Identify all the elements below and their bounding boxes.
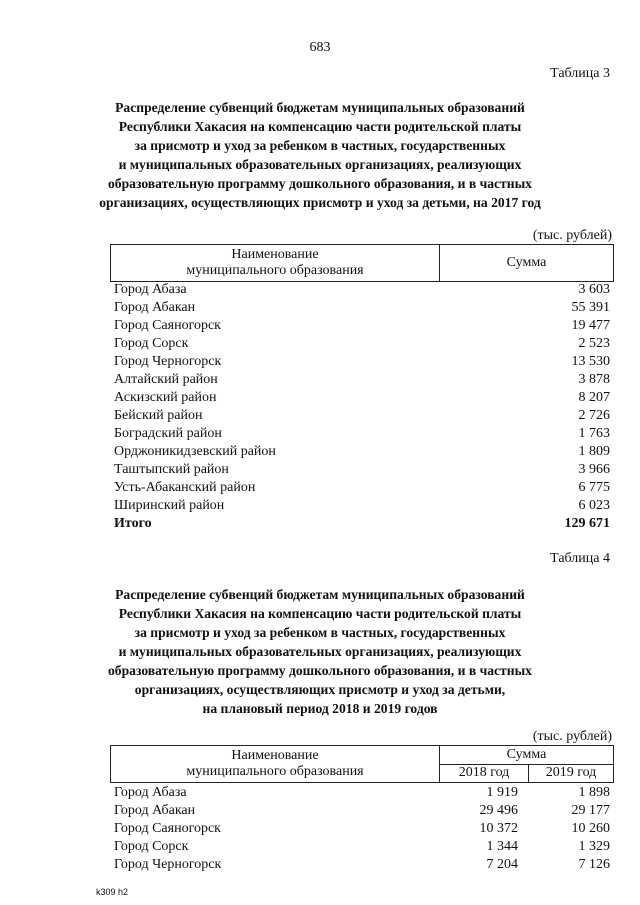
table3-title-line: Распределение субвенций бюджетам муниципальных образований <box>115 100 525 115</box>
table-row: Боградский район 1 763 <box>114 426 610 441</box>
table-row: Город Черногорск 7 204 7 126 <box>114 857 610 872</box>
table-row: Аскизский район 8 207 <box>114 390 610 405</box>
table4-title-line: на плановый период 2018 и 2019 годов <box>202 701 438 716</box>
table3-units: (тыс. рублей) <box>532 228 612 243</box>
table-row: Город Сорск 2 523 <box>114 336 610 351</box>
table3-label: Таблица 3 <box>550 66 610 81</box>
table3-title-line: организациях, осуществляющих присмотр и уход за детьми, на 2017 год <box>99 195 541 210</box>
table3-title-line: за присмотр и уход за ребенком в частных, государственных <box>134 138 506 153</box>
table4-units: (тыс. рублей) <box>532 729 612 744</box>
table-row: Бейский район 2 726 <box>114 408 610 423</box>
table4-body <box>110 784 614 874</box>
table-total-row: Итого 129 671 <box>114 516 610 531</box>
table-row: Усть-Абаканский район 6 775 <box>114 480 610 495</box>
table4-label: Таблица 4 <box>550 551 610 566</box>
table4-header <box>110 745 614 783</box>
table3-title-line: образовательную программу дошкольного образования, и в частных <box>108 176 532 191</box>
table-row: Город Абакан 55 391 <box>114 300 610 315</box>
table-row: Город Саяногорск 10 372 10 260 <box>114 821 610 836</box>
table-row: Ширинский район 6 023 <box>114 498 610 513</box>
table-row: Алтайский район 3 878 <box>114 372 610 387</box>
table-row: Город Сорск 1 344 1 329 <box>114 839 610 854</box>
table4-title-line: и муниципальных образовательных организациях, реализующих <box>118 644 522 659</box>
table4-col-sum: Сумма <box>440 746 614 765</box>
table3-col-sum: Сумма <box>440 245 614 282</box>
table-row: Город Абаза 3 603 <box>114 282 610 297</box>
table4-title <box>96 585 544 718</box>
footer-code: k309 h2 <box>96 887 129 897</box>
table3-title-line: и муниципальных образовательных организациях, реализующих <box>118 157 522 172</box>
table-row: Орджоникидзевский район 1 809 <box>114 444 610 459</box>
table4-title-line: Республики Хакасия на компенсацию части родительской платы <box>118 606 522 621</box>
table4-title-line: организациях, осуществляющих присмотр и уход за детьми, <box>134 682 506 697</box>
table4-title-line: образовательную программу дошкольного образования, и в частных <box>108 663 532 678</box>
page-number: 683 <box>309 40 331 55</box>
table-row: Город Саяногорск 19 477 <box>114 318 610 333</box>
table-row: Таштыпский район 3 966 <box>114 462 610 477</box>
table3-body <box>110 281 614 533</box>
table3-title <box>96 98 544 212</box>
table3-col-name: Наименование муниципального образования <box>111 245 440 282</box>
table-row: Город Абакан 29 496 29 177 <box>114 803 610 818</box>
table4-col-2019: 2019 год <box>529 764 614 783</box>
table4-title-line: за присмотр и уход за ребенком в частных, государственных <box>134 625 506 640</box>
table-row: Город Черногорск 13 530 <box>114 354 610 369</box>
table-row: Город Абаза 1 919 1 898 <box>114 785 610 800</box>
table3-header <box>110 244 614 282</box>
table4-col-2018: 2018 год <box>440 764 529 783</box>
table4-title-line: Распределение субвенций бюджетам муниципальных образований <box>115 587 525 602</box>
table3-title-line: Республики Хакасия на компенсацию части родительской платы <box>118 119 522 134</box>
table4-col-name: Наименование муниципального образования <box>111 746 440 783</box>
